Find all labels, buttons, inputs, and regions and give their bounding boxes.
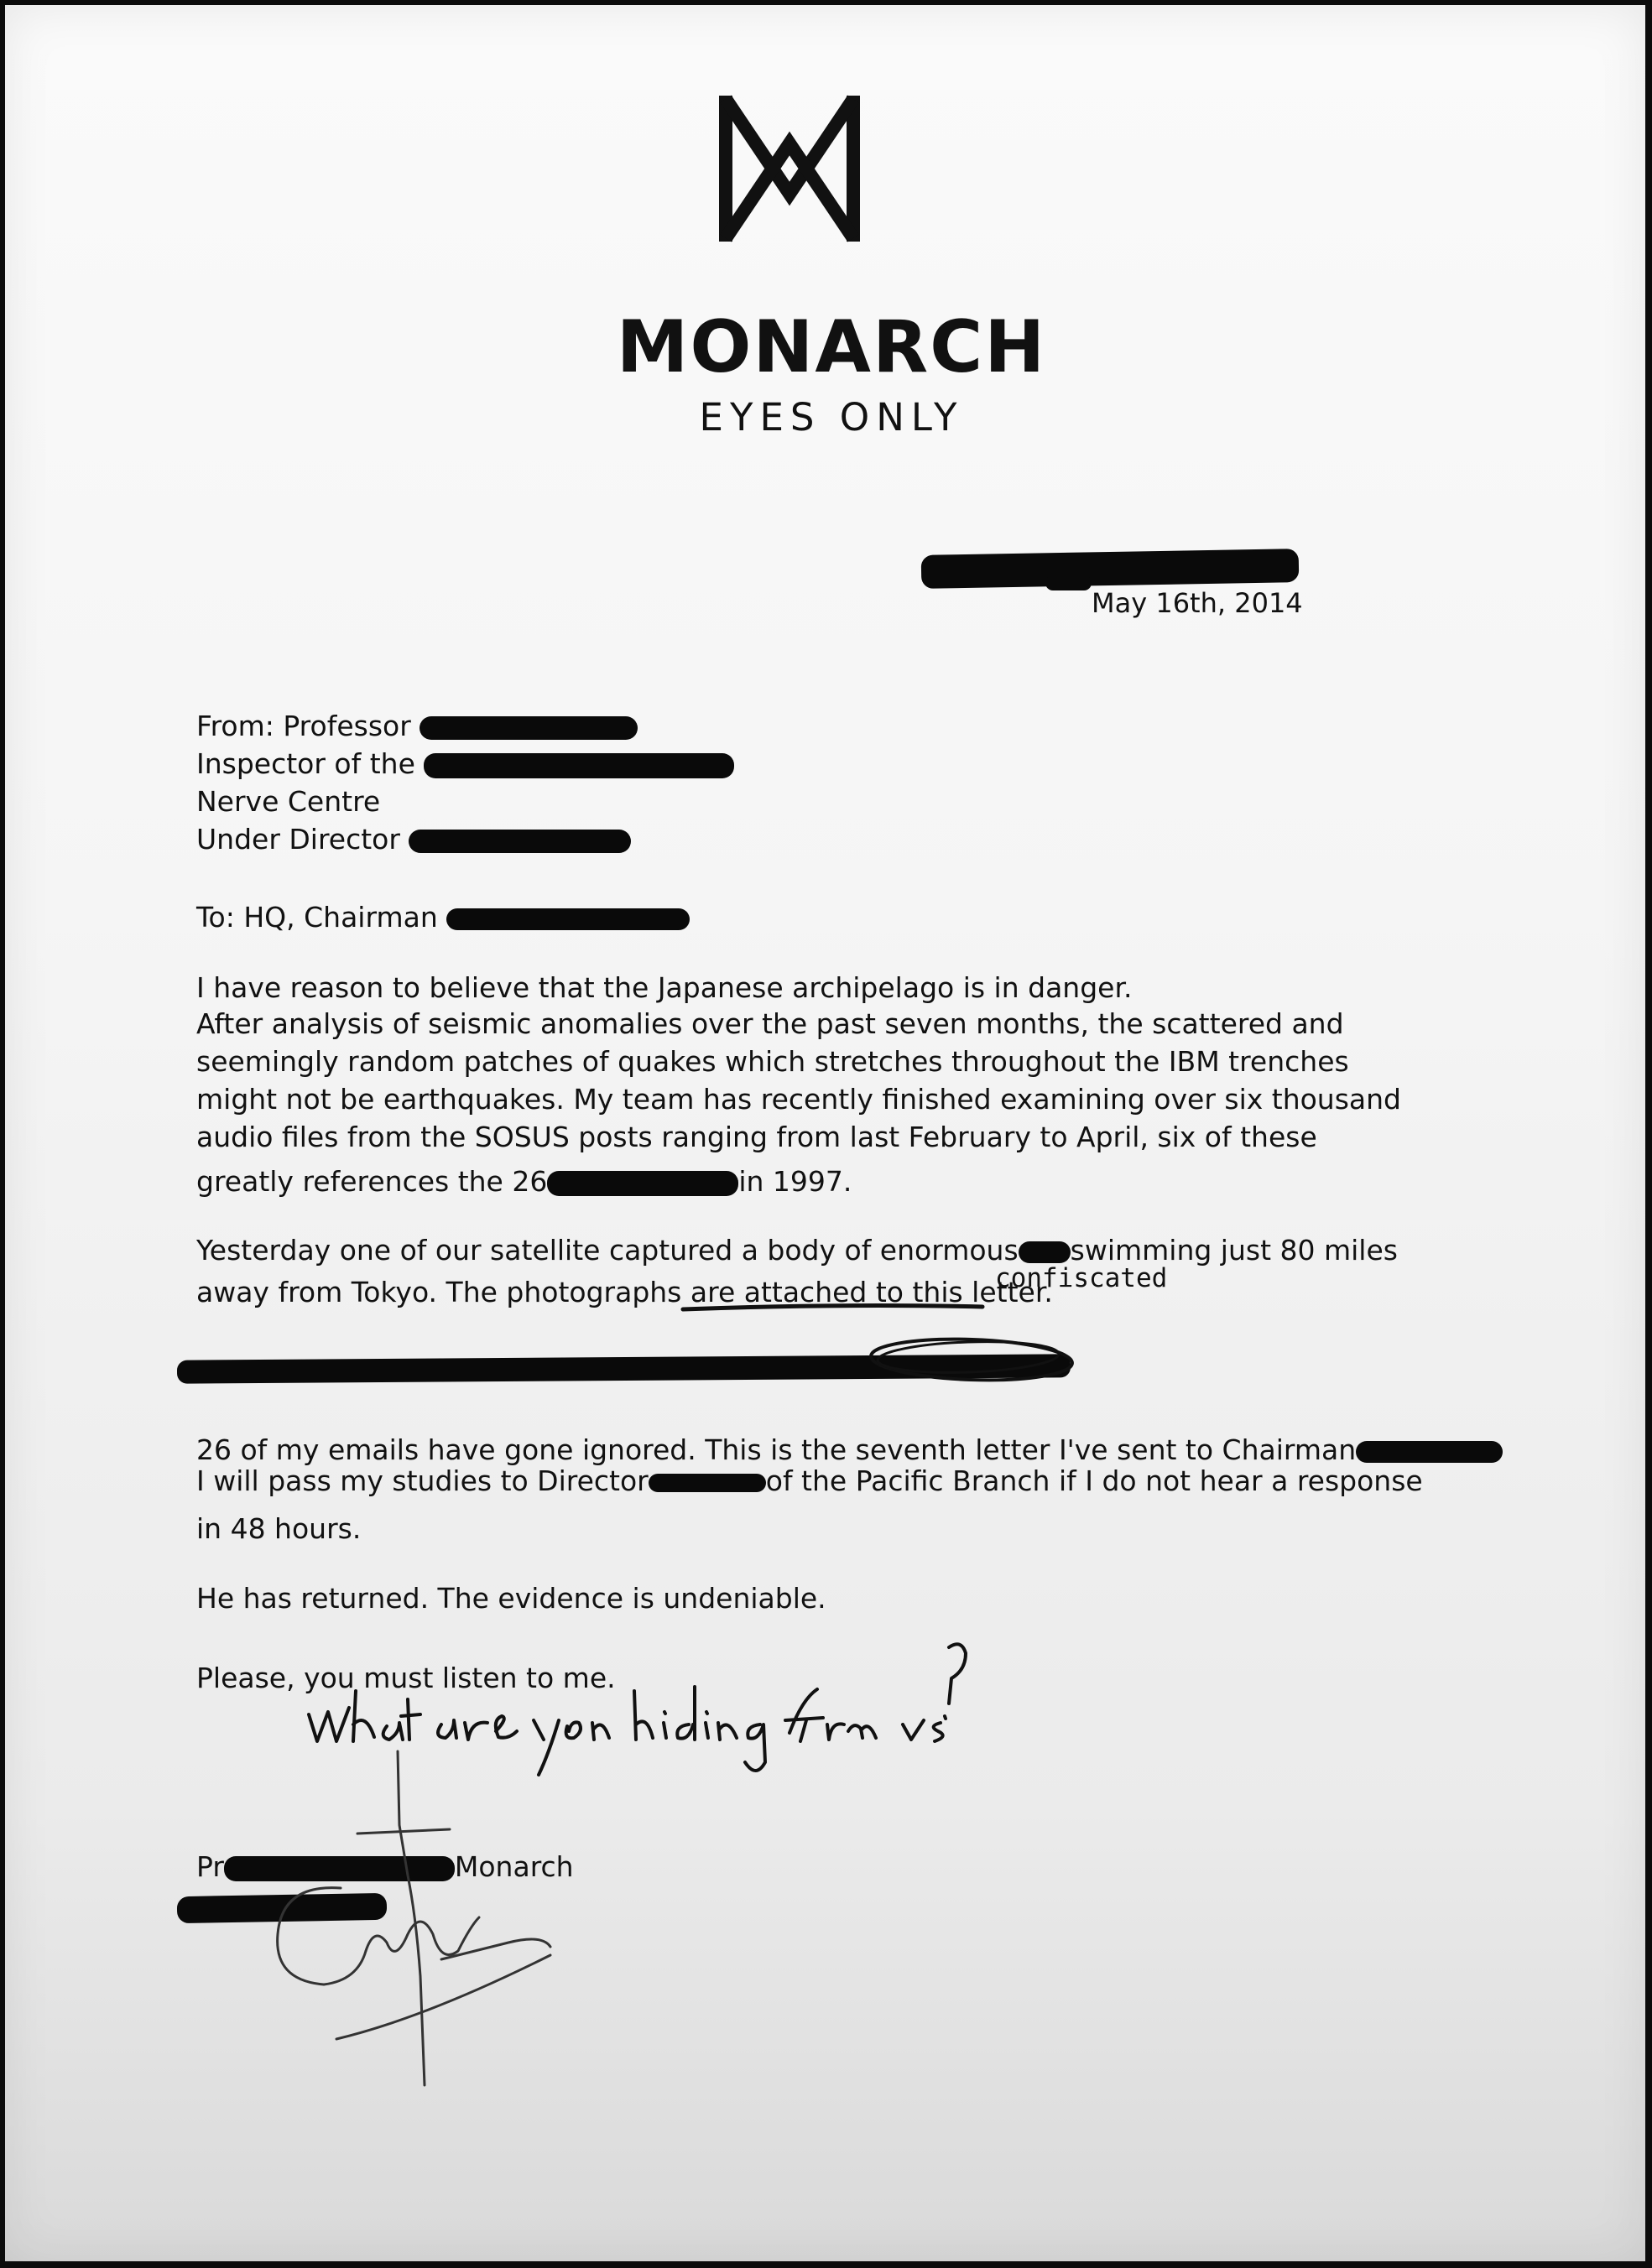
redaction-bar <box>1356 1441 1503 1463</box>
body-text: of the Pacific Branch if I do not hear a response <box>765 1464 1423 1497</box>
body-text: greatly references the 26 <box>196 1165 548 1198</box>
redaction-bar <box>420 716 638 740</box>
redaction-bar <box>409 830 631 853</box>
confiscated-stamp: confiscated <box>995 1263 1168 1293</box>
redaction-bar <box>424 753 734 778</box>
letter-page <box>5 5 1645 2261</box>
to-line <box>196 901 690 934</box>
redaction-bar <box>1045 575 1092 590</box>
body-text: I will pass my studies to Director <box>196 1464 649 1497</box>
signoff-prefix: Pr <box>196 1850 224 1883</box>
from-label: From: Professor <box>196 710 411 742</box>
body-line <box>196 1433 1503 1466</box>
body-line: He has returned. The evidence is undeniable. <box>196 1582 826 1615</box>
attached-text: are attached to this letter. <box>690 1276 1053 1308</box>
body-line <box>196 1165 852 1198</box>
from-title-line <box>196 747 734 780</box>
letter-date: May 16th, 2014 <box>1092 587 1303 619</box>
redaction-bar <box>177 1893 388 1923</box>
redaction-bar <box>921 549 1300 589</box>
monarch-bowtie-logo-icon <box>714 89 865 248</box>
body-text: in 1997. <box>738 1165 852 1198</box>
body-line: in 48 hours. <box>196 1512 362 1545</box>
from-line <box>196 710 638 742</box>
body-line <box>196 1464 1423 1497</box>
body-line: might not be earthquakes. My team has recently finished examining over six thousand <box>196 1083 1401 1116</box>
from-title-label: Inspector of the <box>196 747 415 780</box>
redaction-bar <box>177 1354 1071 1383</box>
redaction-bar <box>649 1474 766 1492</box>
body-line: I have reason to believe that the Japanese archipelago is in danger. <box>196 971 1133 1004</box>
body-line: audio files from the SOSUS posts ranging from last February to April, six of these <box>196 1121 1317 1153</box>
body-line <box>196 1234 1398 1267</box>
signoff-org: Monarch <box>454 1850 574 1883</box>
to-label: To: HQ, Chairman <box>196 901 438 934</box>
from-director-line <box>196 823 631 856</box>
from-director-label: Under Director <box>196 823 400 856</box>
body-text: Yesterday one of our satellite captured a body of enormous <box>196 1234 1019 1267</box>
from-unit-line: Nerve Centre <box>196 785 381 818</box>
redaction-bar <box>224 1856 455 1881</box>
brand-name: MONARCH <box>616 305 1047 389</box>
body-line: Please, you must listen to me. <box>196 1662 616 1694</box>
redaction-bar <box>1019 1241 1071 1263</box>
body-text: 26 of my emails have gone ignored. This is the seventh letter I've sent to Chairman <box>196 1433 1357 1466</box>
body-line <box>196 1276 1053 1308</box>
body-line: seemingly random patches of quakes which stretches throughout the IBM trenches <box>196 1045 1349 1078</box>
signoff-line <box>196 1850 574 1883</box>
body-line: After analysis of seismic anomalies over the past seven months, the scattered and <box>196 1007 1344 1040</box>
body-text: swimming just 80 miles <box>1070 1234 1398 1267</box>
body-text: away from Tokyo. The photographs <box>196 1276 691 1308</box>
redaction-bar <box>547 1171 738 1196</box>
redaction-bar <box>446 908 690 930</box>
eyes-only-label: EYES ONLY <box>699 395 964 440</box>
